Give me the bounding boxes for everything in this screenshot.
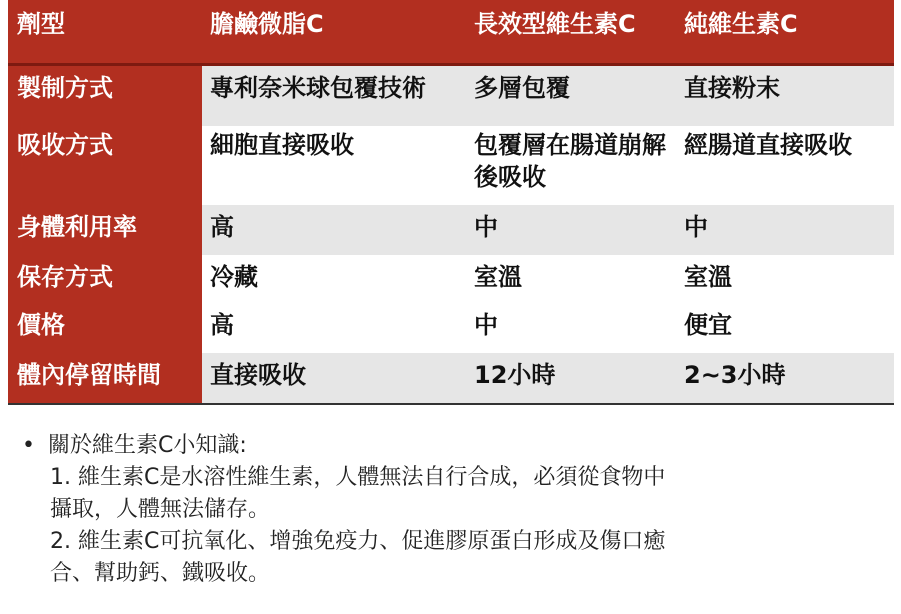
table-cell: 12小時	[466, 353, 676, 403]
table-cell: 中	[466, 305, 676, 353]
table-cell: 2~3小時	[676, 353, 894, 403]
table-cell: 室溫	[466, 255, 676, 305]
table-cell: 包覆層在腸道崩解後吸收	[466, 126, 676, 205]
row-label: 吸收方式	[8, 126, 202, 205]
notes-title: 關於維生素C小知識:	[48, 433, 247, 458]
header-choline-liposomal-c: 膽鹼微脂C	[202, 0, 466, 63]
row-label: 製制方式	[8, 66, 202, 126]
bullet-icon: •	[22, 433, 35, 458]
table-cell: 高	[202, 305, 466, 353]
table-row	[8, 353, 894, 403]
notes-line: 2. 維生素C可抗氧化、增強免疫力、促進膠原蛋白形成及傷口癒	[50, 529, 666, 554]
table-cell: 經腸道直接吸收	[676, 126, 894, 205]
table-row	[8, 255, 894, 305]
table-cell: 多層包覆	[466, 66, 676, 126]
header-dosage-form: 劑型	[8, 0, 202, 63]
table-cell: 冷藏	[202, 255, 466, 305]
row-label: 價格	[8, 305, 202, 353]
table-cell: 室溫	[676, 255, 894, 305]
table-row	[8, 305, 894, 353]
notes-title-row	[22, 430, 882, 462]
table-cell: 中	[676, 205, 894, 255]
table-cell: 便宜	[676, 305, 894, 353]
row-label: 保存方式	[8, 255, 202, 305]
table-row	[8, 205, 894, 255]
table-cell: 專利奈米球包覆技術	[202, 66, 466, 126]
notes-line: 合、幫助鈣、鐵吸收。	[50, 561, 271, 586]
header-pure-c: 純維生素C	[676, 0, 894, 63]
notes-line: 攝取，人體無法儲存。	[50, 497, 271, 522]
table-cell: 中	[466, 205, 676, 255]
table-cell: 直接粉末	[676, 66, 894, 126]
table-cell: 直接吸收	[202, 353, 466, 403]
row-label: 身體利用率	[8, 205, 202, 255]
table-header-row	[8, 0, 894, 63]
table-cell: 細胞直接吸收	[202, 126, 466, 205]
comparison-table	[8, 0, 894, 405]
table-cell: 高	[202, 205, 466, 255]
vitamin-c-notes	[22, 430, 882, 590]
notes-line: 1. 維生素C是水溶性維生素，人體無法自行合成，必須從食物中	[50, 465, 666, 490]
row-label: 體內停留時間	[8, 353, 202, 403]
table-row	[8, 126, 894, 205]
header-long-acting-c: 長效型維生素C	[466, 0, 676, 63]
table-row	[8, 66, 894, 126]
